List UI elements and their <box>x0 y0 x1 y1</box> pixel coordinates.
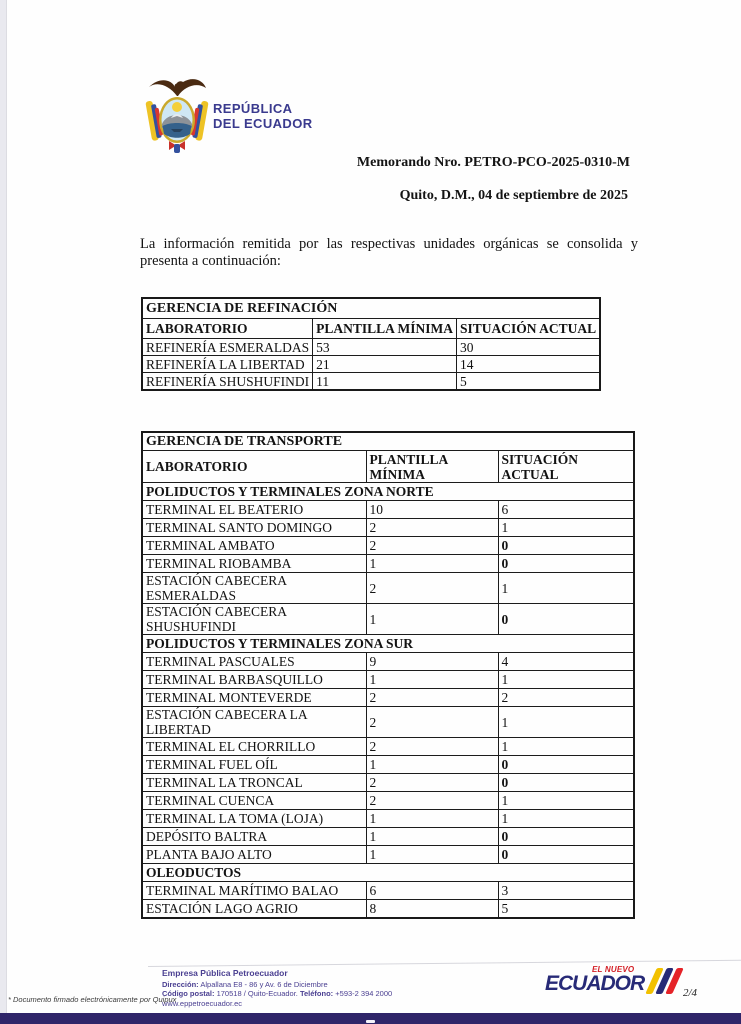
row-label: DEPÓSITO BALTRA <box>142 828 366 846</box>
table-row <box>142 846 634 864</box>
postal-label: Código postal: <box>162 989 215 998</box>
table-row <box>142 738 634 756</box>
plantilla-minima-value: 1 <box>366 828 498 846</box>
plantilla-minima-value: 2 <box>366 792 498 810</box>
table-row <box>142 774 634 792</box>
situacion-actual-value: 1 <box>498 792 634 810</box>
row-label: REFINERÍA LA LIBERTAD <box>142 356 313 373</box>
table-row <box>142 356 600 373</box>
plantilla-minima-value: 2 <box>366 707 498 738</box>
plantilla-minima-value: 1 <box>366 555 498 573</box>
column-header: SITUACIÓN ACTUAL <box>457 319 601 339</box>
plantilla-minima-value: 1 <box>366 671 498 689</box>
table-title: GERENCIA DE REFINACIÓN <box>142 298 600 319</box>
situacion-actual-value: 0 <box>498 828 634 846</box>
row-label: TERMINAL CUENCA <box>142 792 366 810</box>
plantilla-minima-value: 10 <box>366 501 498 519</box>
situacion-actual-value: 0 <box>498 604 634 635</box>
section-row: POLIDUCTOS Y TERMINALES ZONA NORTE <box>142 483 634 501</box>
row-label: ESTACIÓN CABECERA ESMERALDAS <box>142 573 366 604</box>
situacion-actual-value: 0 <box>498 555 634 573</box>
plantilla-minima-value: 1 <box>366 604 498 635</box>
address-text: Alpallana E8 - 86 y Av. 6 de Diciembre <box>198 979 328 989</box>
situacion-actual-value: 3 <box>498 882 634 900</box>
column-header: PLANTILLA MÍNIMA <box>313 319 457 339</box>
situacion-actual-value: 5 <box>457 373 601 391</box>
section-row: OLEODUCTOS <box>142 864 634 882</box>
footer-address-line <box>162 980 392 990</box>
memo-number: Memorando Nro. PETRO-PCO-2025-0310-M <box>356 155 630 170</box>
row-label: ESTACIÓN CABECERA SHUSHUFINDI <box>142 604 366 635</box>
table-row <box>142 756 634 774</box>
table-row <box>142 882 634 900</box>
row-label: TERMINAL LA TOMA (LOJA) <box>142 810 366 828</box>
table-row <box>142 537 634 555</box>
table-row <box>142 653 634 671</box>
row-label: TERMINAL AMBATO <box>142 537 366 555</box>
el-nuevo-ecuador-logo <box>545 966 680 998</box>
footer-bar-mark <box>366 1020 375 1023</box>
situacion-actual-value: 1 <box>498 707 634 738</box>
situacion-actual-value: 1 <box>498 573 634 604</box>
ecuador-coat-of-arms-icon <box>145 74 209 162</box>
situacion-actual-value: 0 <box>498 537 634 555</box>
row-label: TERMINAL PASCUALES <box>142 653 366 671</box>
table-row <box>142 483 634 501</box>
plantilla-minima-value: 2 <box>366 519 498 537</box>
table-row <box>142 792 634 810</box>
situacion-actual-value: 0 <box>498 756 634 774</box>
row-label: REFINERÍA SHUSHUFINDI <box>142 373 313 391</box>
address-label: Dirección: <box>162 979 199 989</box>
column-header: LABORATORIO <box>142 319 313 339</box>
footer-address-block <box>162 969 392 1008</box>
table-row <box>142 604 634 635</box>
gerencia-transporte-table <box>141 431 635 919</box>
row-label: TERMINAL MONTEVERDE <box>142 689 366 707</box>
situacion-actual-value: 0 <box>498 846 634 864</box>
situacion-actual-value: 1 <box>498 519 634 537</box>
row-label: TERMINAL RIOBAMBA <box>142 555 366 573</box>
table-row <box>142 900 634 919</box>
table-row <box>142 707 634 738</box>
situacion-actual-value: 1 <box>498 810 634 828</box>
situacion-actual-value: 14 <box>457 356 601 373</box>
situacion-actual-value: 0 <box>498 774 634 792</box>
row-label: TERMINAL FUEL OÍL <box>142 756 366 774</box>
row-label: TERMINAL EL CHORRILLO <box>142 738 366 756</box>
column-header: LABORATORIO <box>142 451 366 483</box>
plantilla-minima-value: 11 <box>313 373 457 391</box>
plantilla-minima-value: 2 <box>366 689 498 707</box>
table-row <box>142 828 634 846</box>
column-header: SITUACIÓN ACTUAL <box>498 451 634 483</box>
memo-date: Quito, D.M., 04 de septiembre de 2025 <box>399 188 628 203</box>
ecuador-label: ECUADOR <box>545 972 645 995</box>
row-label: TERMINAL LA TRONCAL <box>142 774 366 792</box>
phone-text: +593-2 394 2000 <box>333 989 393 998</box>
brand-line-1: REPÚBLICA <box>213 101 293 116</box>
flag-stripes-icon <box>648 968 678 999</box>
plantilla-minima-value: 1 <box>366 756 498 774</box>
row-label: PLANTA BAJO ALTO <box>142 846 366 864</box>
situacion-actual-value: 1 <box>498 671 634 689</box>
table-row <box>142 671 634 689</box>
page-number: 2/4 <box>683 987 698 999</box>
table-row <box>142 373 600 391</box>
plantilla-minima-value: 9 <box>366 653 498 671</box>
table-title: GERENCIA DE TRANSPORTE <box>142 432 634 451</box>
table-row <box>142 573 634 604</box>
plantilla-minima-value: 2 <box>366 573 498 604</box>
situacion-actual-value: 4 <box>498 653 634 671</box>
table-row <box>142 501 634 519</box>
plantilla-minima-value: 1 <box>366 810 498 828</box>
postal-text: 170518 / Quito-Ecuador. <box>214 989 300 998</box>
row-label: TERMINAL BARBASQUILLO <box>142 671 366 689</box>
situacion-actual-value: 1 <box>498 738 634 756</box>
situacion-actual-value: 5 <box>498 900 634 919</box>
plantilla-minima-value: 2 <box>366 774 498 792</box>
document-table <box>141 431 635 919</box>
footer-company: Empresa Pública Petroecuador <box>162 968 288 978</box>
el-nuevo-label: EL NUEVO <box>592 965 635 974</box>
intro-paragraph: La información remitida por las respectivas unidades orgánicas se consolida y presenta a continuación: <box>140 236 638 269</box>
footer-postal-line <box>162 989 392 999</box>
column-header: PLANTILLA MÍNIMA <box>366 451 498 483</box>
plantilla-minima-value: 8 <box>366 900 498 919</box>
plantilla-minima-value: 21 <box>313 356 457 373</box>
phone-label: Teléfono: <box>299 989 334 998</box>
plantilla-minima-value: 2 <box>366 738 498 756</box>
plantilla-minima-value: 6 <box>366 882 498 900</box>
situacion-actual-value: 6 <box>498 501 634 519</box>
row-label: ESTACIÓN LAGO AGRIO <box>142 900 366 919</box>
gerencia-refinacion-table <box>141 297 601 391</box>
plantilla-minima-value: 2 <box>366 537 498 555</box>
footer-website: www.eppetroecuador.ec <box>162 998 243 1008</box>
section-row: POLIDUCTOS Y TERMINALES ZONA SUR <box>142 635 634 653</box>
table-row <box>142 810 634 828</box>
document-table <box>141 297 601 391</box>
table-row <box>142 689 634 707</box>
brand-line-2: DEL ECUADOR <box>213 116 313 131</box>
scan-edge <box>0 0 7 1024</box>
row-label: TERMINAL SANTO DOMINGO <box>142 519 366 537</box>
table-row <box>142 339 600 356</box>
situacion-actual-value: 2 <box>498 689 634 707</box>
row-label: TERMINAL MARÍTIMO BALAO <box>142 882 366 900</box>
republica-del-ecuador-wordmark <box>213 101 313 131</box>
plantilla-minima-value: 1 <box>366 846 498 864</box>
situacion-actual-value: 30 <box>457 339 601 356</box>
table-row <box>142 555 634 573</box>
row-label: TERMINAL EL BEATERIO <box>142 501 366 519</box>
plantilla-minima-value: 53 <box>313 339 457 356</box>
table-row <box>142 864 634 882</box>
row-label: ESTACIÓN CABECERA LA LIBERTAD <box>142 707 366 738</box>
quipux-signature-note: * Documento firmado electrónicamente por Quipux <box>8 995 177 1004</box>
table-row <box>142 635 634 653</box>
table-row <box>142 519 634 537</box>
row-label: REFINERÍA ESMERALDAS <box>142 339 313 356</box>
